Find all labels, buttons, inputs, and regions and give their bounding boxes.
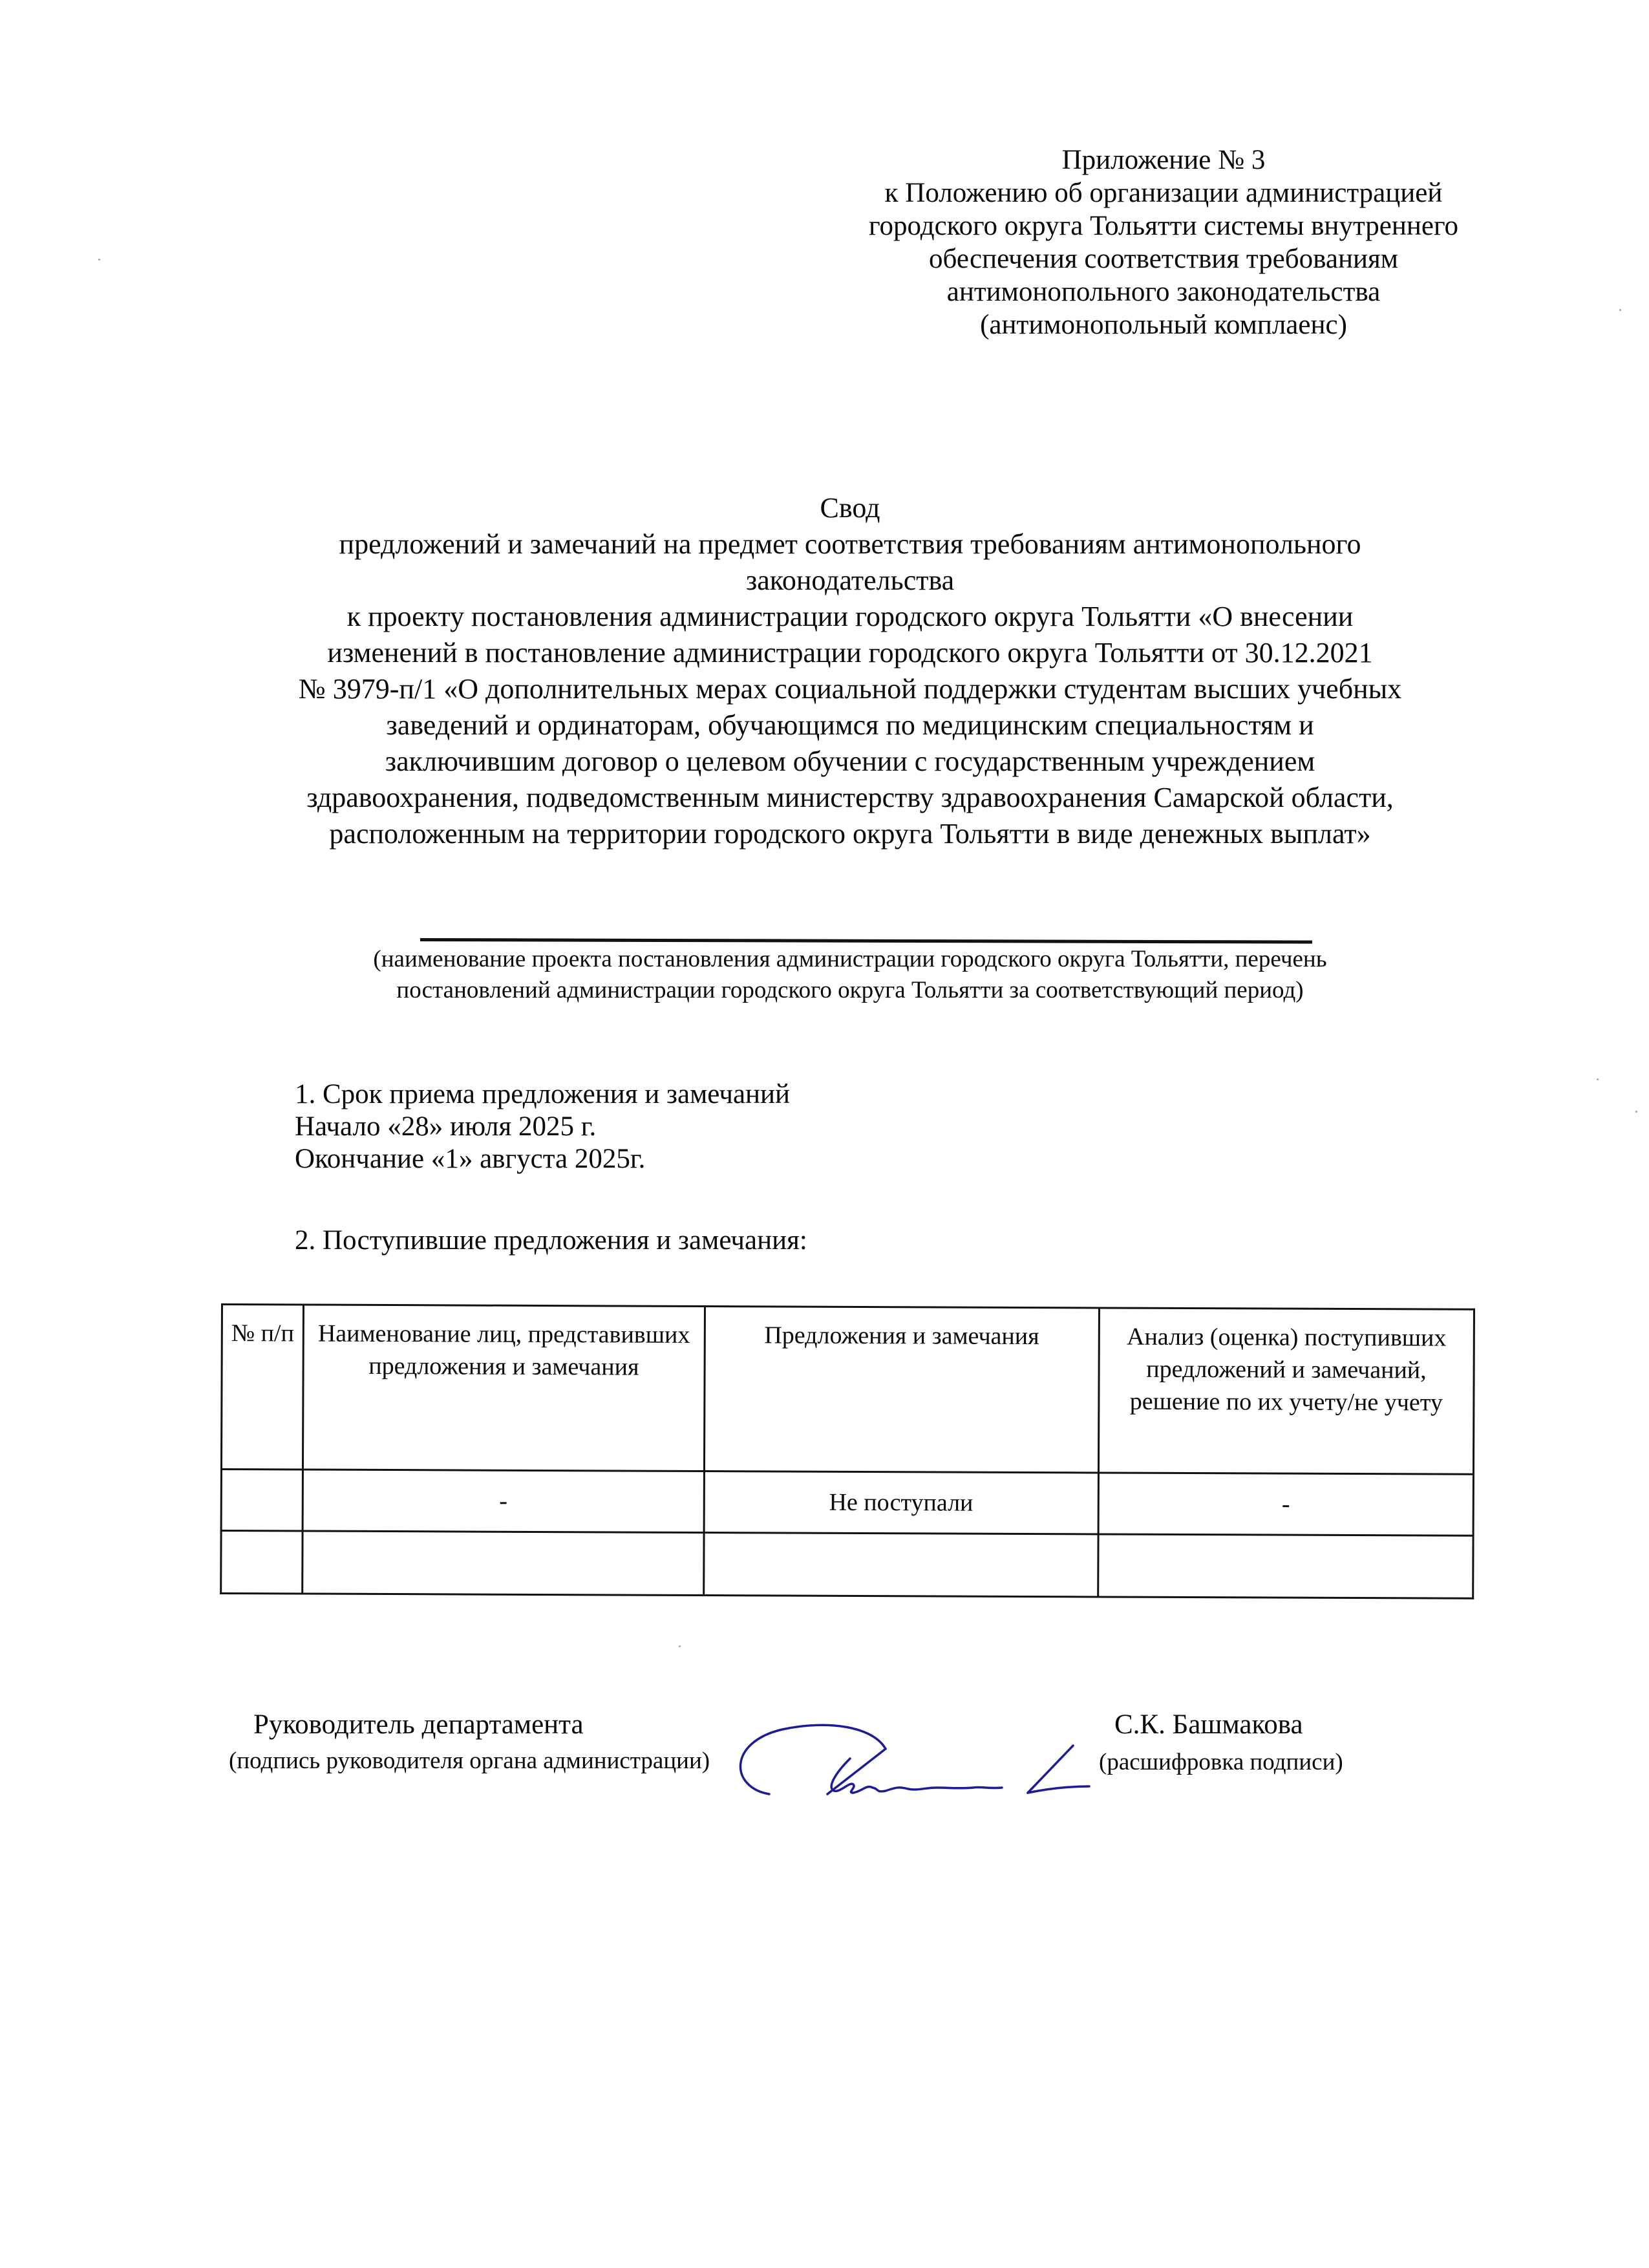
scan-speck [98,259,100,261]
title-underline [420,938,1312,944]
section1-heading: 1. Срок приема предложения и замечаний [295,1079,791,1109]
signer-role: Руководитель департамента [253,1709,584,1740]
scan-speck [1619,309,1621,311]
appendix-number: Приложение № 3 [1061,145,1266,175]
cell-analysis [1098,1534,1474,1598]
title-line: к проекту постановления администрации городского округа Тольятти «О внесении [346,601,1354,632]
table-header-row [221,1305,1474,1475]
appendix-header [821,144,1506,341]
submission-period-section [295,1078,790,1175]
title-line: предложений и замечаний на предмет соответствия требованиям антимонопольного [339,528,1361,560]
document-title [213,490,1487,852]
header-number: № п/п [221,1305,303,1470]
title-line: № 3979-п/1 «О дополнительных мерах социальной поддержки студентам высших учебных [298,673,1402,705]
appendix-line: (антимонопольный комплаенс) [980,310,1347,340]
handwritten-signature [724,1717,1099,1804]
title-line: заведений и ординаторам, обучающимся по медицинским специальностям и [386,709,1314,741]
scan-speck [1597,1078,1599,1080]
cell-submitter [303,1531,704,1595]
signer-role-caption: (подпись руководителя органа администрации) [229,1748,710,1774]
cell-number [221,1470,303,1532]
title-heading: Свод [820,492,880,524]
appendix-line: к Положению об организации администрацией [884,178,1443,208]
header-analysis: Анализ (оценка) поступивших предложений и замечаний, решение по их учету/не учету [1098,1308,1474,1474]
proposals-table [220,1303,1475,1599]
header-proposals: Предложения и замечания [704,1307,1099,1473]
period-start: Начало «28» июля 2025 г. [295,1111,597,1142]
title-line: законодательства [745,564,955,596]
title-line: заключившим договор о целевом обучении с государственным учреждением [385,745,1315,777]
title-line: изменений в постановление администрации городского округа Тольятти от 30.12.2021 [327,637,1373,669]
cell-analysis: - [1098,1473,1474,1535]
table-row [221,1531,1473,1599]
signer-name-caption: (расшифровка подписи) [1099,1749,1343,1775]
appendix-line: городского округа Тольятти системы внутреннего [868,211,1459,241]
appendix-line: обеспечения соответствия требованиям [929,244,1398,274]
appendix-line: антимонопольного законодательства [946,277,1381,307]
table-row [221,1470,1473,1536]
cell-proposals [703,1533,1098,1597]
cell-number [221,1531,303,1594]
scan-speck [679,1645,681,1647]
title-line: расположенным на территории городского округа Тольятти в виде денежных выплат» [329,818,1371,850]
caption-line: постановлений администрации городского округа Тольятти за соответствующий период) [396,977,1304,1003]
caption-line: (наименование проекта постановления администрации городского округа Тольятти, перечень [373,946,1327,972]
cell-submitter: - [303,1470,704,1532]
section2-heading: 2. Поступившие предложения и замечания: [295,1225,807,1256]
header-submitter: Наименование лиц, представивших предложения и замечания [303,1305,705,1471]
cell-proposals: Не поступали [704,1471,1099,1534]
project-caption [259,944,1442,1006]
period-end: Окончание «1» августа 2025г. [295,1144,646,1174]
title-line: здравоохранения, подведомственным министерству здравоохранения Самарской области, [306,782,1394,813]
signer-name: С.К. Башмакова [1114,1709,1303,1740]
scan-speck [1635,1111,1637,1113]
